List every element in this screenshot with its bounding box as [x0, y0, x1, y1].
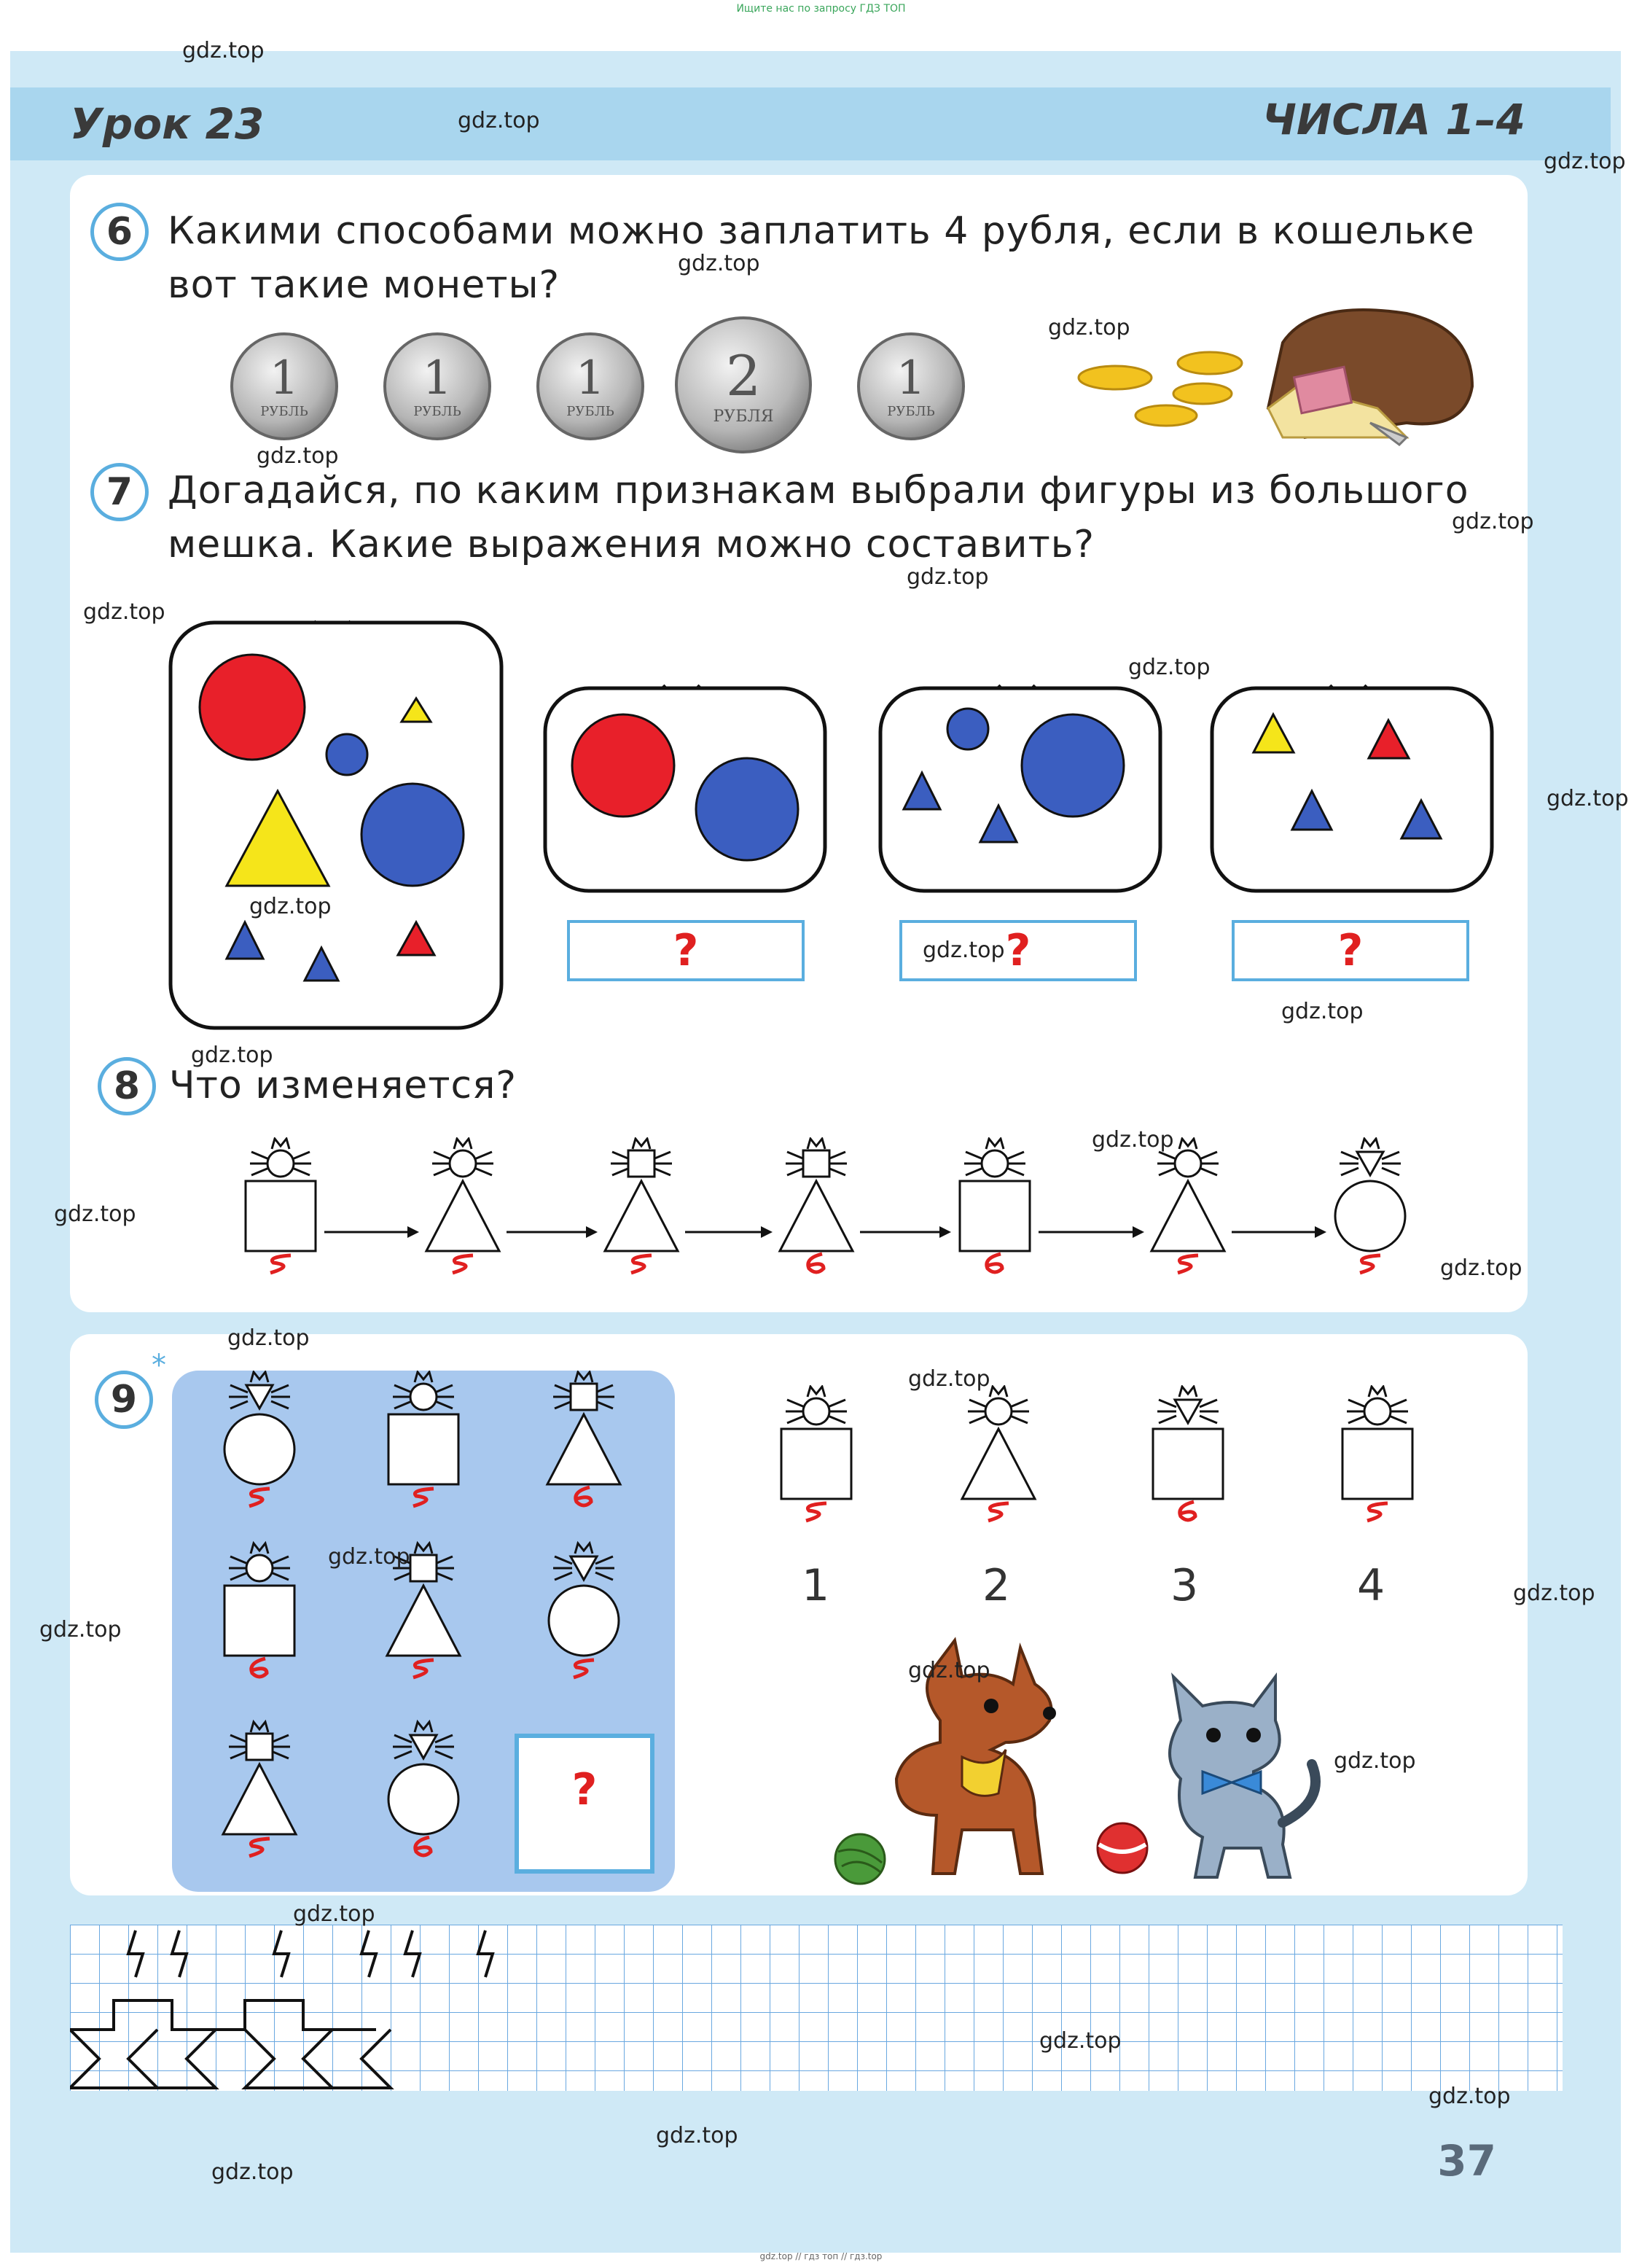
top-note: Ищите нас по запросу ГДЗ ТОП — [736, 3, 906, 15]
watermark: gdz.top — [1440, 1255, 1522, 1281]
watermark: gdz.top — [1334, 1748, 1416, 1774]
coin-5-unit: РУБЛЬ — [887, 404, 935, 419]
option-2-label: 2 — [982, 1560, 1011, 1611]
coin-5-value: 1 — [896, 351, 926, 405]
dog-and-cat-illustration — [816, 1633, 1326, 1895]
watermark: gdz.top — [1544, 149, 1626, 174]
watermark: gdz.top — [1128, 655, 1211, 680]
watermark: gdz.top — [39, 1617, 122, 1642]
arrow-5 — [1039, 1226, 1144, 1238]
grid-figure-3 — [547, 1372, 620, 1505]
task-9-star: * — [152, 1349, 166, 1382]
arrow-6 — [1232, 1226, 1326, 1238]
watermark: gdz.top — [923, 938, 1005, 963]
coin-3-unit: РУБЛЬ — [566, 404, 614, 419]
grid-figure-2 — [388, 1372, 458, 1506]
watermark: gdz.top — [908, 1366, 990, 1392]
watermark: gdz.top — [1048, 315, 1130, 340]
watermark: gdz.top — [182, 38, 265, 63]
big-bag — [165, 591, 507, 1035]
sequence-figure-3 — [605, 1139, 678, 1273]
option-1-label: 1 — [802, 1560, 830, 1611]
watermark: gdz.top — [191, 1043, 273, 1068]
coin-1 — [232, 334, 337, 439]
watermark: gdz.top — [54, 1201, 136, 1227]
watermark: gdz.top — [1547, 786, 1629, 811]
topic-title: ЧИСЛА 1–4 — [1262, 95, 1525, 144]
watermark: gdz.top — [907, 564, 989, 590]
answer-box-3[interactable]: ? — [1232, 920, 1469, 981]
coin-1-value: 1 — [269, 351, 300, 405]
coins-row — [226, 313, 984, 459]
answer-box-1[interactable]: ? — [567, 920, 805, 981]
option-figure-1 — [781, 1387, 851, 1521]
option-figure-3 — [1153, 1387, 1223, 1520]
watermark: gdz.top — [908, 1658, 990, 1683]
grid-figure-8 — [388, 1722, 458, 1855]
watermark: gdz.top — [227, 1325, 310, 1351]
watermark: gdz.top — [293, 1901, 375, 1927]
coin-4-unit: РУБЛЯ — [713, 408, 774, 426]
grid-figure-1 — [224, 1372, 294, 1506]
sequence-figure-5 — [960, 1139, 1030, 1272]
coin-3-value: 1 — [575, 351, 606, 405]
watermark: gdz.top — [249, 894, 332, 919]
watermark: gdz.top — [458, 108, 540, 133]
watermark: gdz.top — [656, 2123, 738, 2148]
task-9-number: 9 — [95, 1371, 153, 1429]
sequence-figure-2 — [426, 1139, 499, 1273]
sequence-figure-4 — [780, 1139, 853, 1272]
bag-red-blue-circles — [539, 656, 831, 897]
coin-4-value: 2 — [725, 343, 762, 408]
task-6-text-line2: вот такие монеты? — [168, 263, 560, 307]
watermark: gdz.top — [1513, 1581, 1595, 1606]
coin-1-unit: РУБЛЬ — [260, 404, 308, 419]
coin-2-unit: РУБЛЬ — [413, 404, 461, 419]
coin-3 — [538, 334, 643, 439]
grid-figure-6 — [549, 1543, 619, 1677]
coin-2-value: 1 — [422, 351, 453, 405]
option-3-label: 3 — [1170, 1560, 1199, 1611]
task-7-number: 7 — [90, 463, 149, 521]
watermark: gdz.top — [257, 443, 339, 469]
watermark: gdz.top — [328, 1544, 410, 1570]
bottom-note: gdz.top // гдз топ // гдз.top — [759, 2251, 883, 2261]
option-4-label: 4 — [1357, 1560, 1385, 1611]
task-8-text: Что изменяется? — [169, 1064, 517, 1107]
task-9-question-mark: ? — [571, 1764, 598, 1815]
answer-box-2[interactable]: ? — [899, 920, 1137, 981]
lesson-title: Урок 23 — [70, 99, 265, 149]
sequence-figure-7 — [1335, 1139, 1405, 1273]
watermark: gdz.top — [1092, 1127, 1174, 1153]
copybook-grid — [70, 1925, 1563, 2091]
arrow-4 — [860, 1226, 951, 1238]
watermark: gdz.top — [1039, 2028, 1122, 2054]
coin-2 — [385, 334, 490, 439]
page-number: 37 — [1437, 2136, 1496, 2186]
task-7-text-line2: мешка. Какие выражения можно составить? — [168, 523, 1095, 566]
task-9-options — [758, 1385, 1472, 1567]
grid-figure-4 — [224, 1543, 294, 1677]
watermark: gdz.top — [1281, 999, 1364, 1024]
coin-5 — [859, 334, 963, 439]
coin-4 — [676, 318, 810, 452]
arrow-3 — [685, 1226, 773, 1238]
watermark: gdz.top — [1428, 2084, 1511, 2109]
grid-figure-7 — [223, 1722, 296, 1856]
arrow-2 — [507, 1226, 598, 1238]
figure-sequence — [219, 1137, 1458, 1298]
arrow-1 — [324, 1226, 419, 1238]
option-figure-4 — [1342, 1387, 1412, 1521]
task-8-number: 8 — [98, 1057, 156, 1115]
bag-triangles — [1206, 656, 1498, 897]
option-figure-2 — [962, 1387, 1035, 1521]
bag-blue-shapes — [875, 656, 1166, 897]
watermark: gdz.top — [211, 2159, 294, 2185]
watermark: gdz.top — [83, 599, 165, 625]
watermark: gdz.top — [678, 251, 760, 276]
task-6-number: 6 — [90, 203, 149, 261]
task-7-text-line1: Догадайся, по каким признакам выбрали фигуры из большого — [168, 469, 1469, 513]
task-6-text-line1: Какими способами можно заплатить 4 рубля, если в кошельке — [168, 209, 1475, 253]
watermark: gdz.top — [1452, 509, 1534, 534]
sequence-figure-6 — [1152, 1139, 1224, 1273]
sequence-figure-1 — [246, 1139, 316, 1273]
